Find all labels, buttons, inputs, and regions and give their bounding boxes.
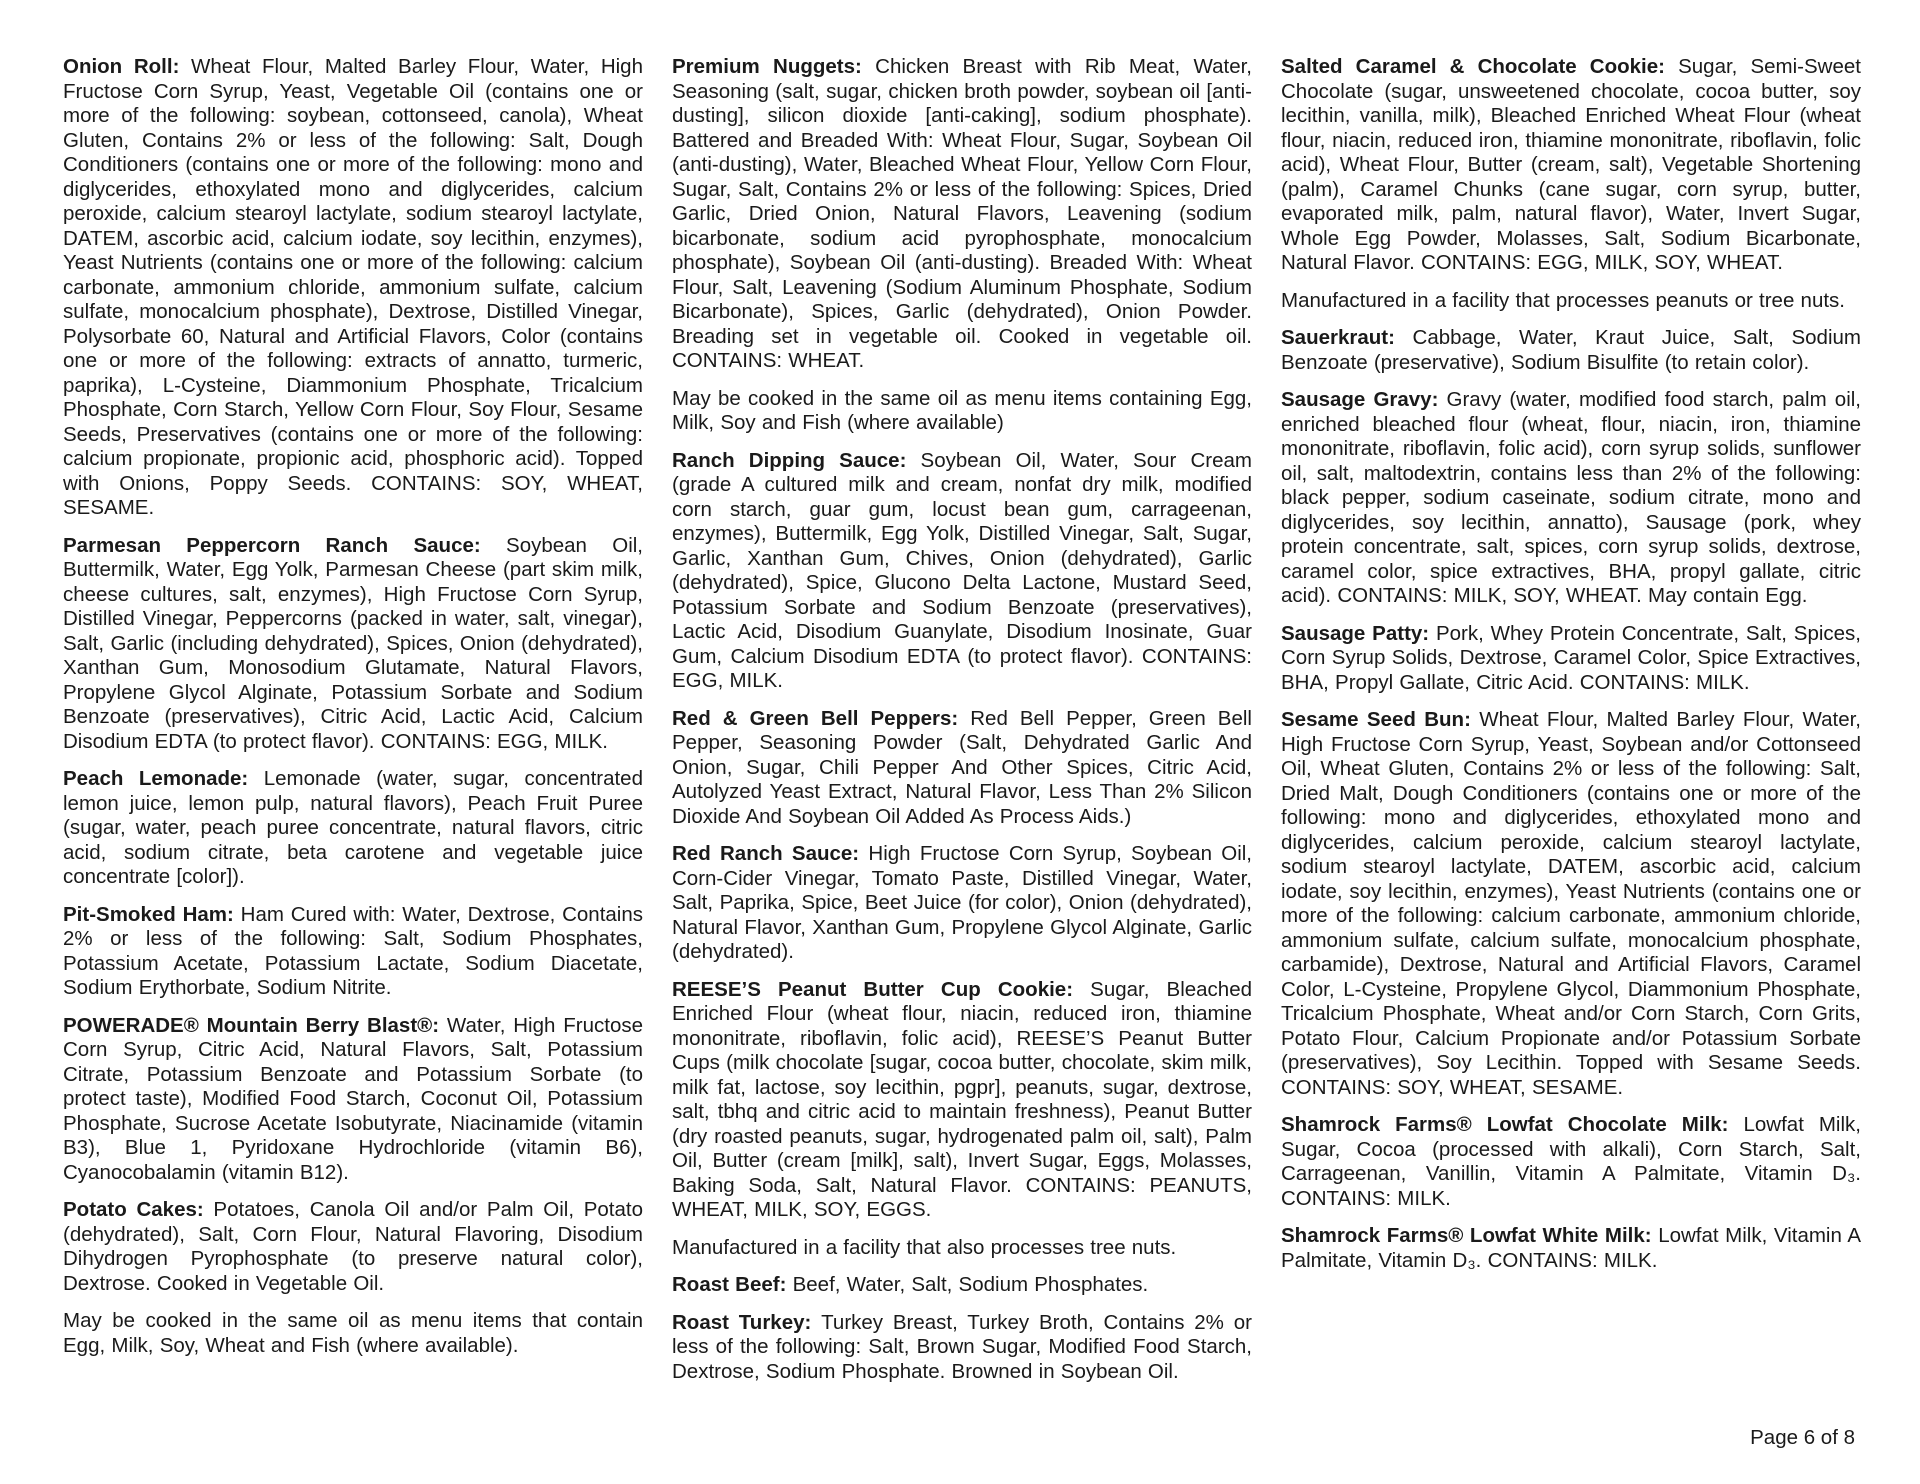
ingredient-item-name: Shamrock Farms® Lowfat White Milk:: [1281, 1224, 1659, 1247]
allergen-note: Manufactured in a facility that also processes tree nuts.: [672, 1235, 1177, 1259]
ingredient-item: POWERADE® Mountain Berry Blast®: Water, High Fructose Corn Syrup, Citric Acid, Natural Flavors, Salt, Potassium Citrate, Potassium Benzoate and Potassium Sorbate (to protect taste), Modified Food Starch, Coconut Oil, Potassium Phosphate, Sucrose Acetate Isobutyrate, Niacinamide (vitamin B3), Blue 1, Pyridoxane Hydrochloride (vitamin B6), Cyanocobalamin (vitamin B12).: [63, 1013, 643, 1184]
ingredient-item-name: Potato Cakes:: [63, 1198, 214, 1221]
ingredient-item: Roast Turkey: Turkey Breast, Turkey Broth, Contains 2% or less of the following: Salt, Brown Sugar, Modified Food Starch, Dextrose, Sodium Phosphate. Browned in Soybean Oil.: [672, 1310, 1252, 1383]
column-3: [1281, 55, 1861, 1397]
ingredient-item: REESE’S Peanut Butter Cup Cookie: Sugar, Bleached Enriched Flour (wheat flour, niacin, reduced iron, thiamine mononitrate, riboflavin, folic acid), REESE’S Peanut Butter Cups (milk chocolate [sugar, cocoa butter, chocolate, skim milk, milk fat, lactose, soy lecithin, pgpr], peanuts, sugar, dextrose, salt, tbhq and citric acid to maintain freshness), Peanut Butter (dry roasted peanuts, sugar, hydrogenated palm oil, salt), Palm Oil, Butter (cream [milk], salt), Invert Sugar, Eggs, Molasses, Baking Soda, Salt, Natural Flavor. CONTAINS: PEANUTS, WHEAT, MILK, SOY, EGGS.: [672, 977, 1252, 1221]
ingredient-item-name: Onion Roll:: [63, 55, 192, 78]
allergen-note: May be cooked in the same oil as menu items that contain Egg, Milk, Soy, Wheat and Fish (where available).: [63, 1309, 643, 1357]
ingredient-item-name: Roast Turkey:: [672, 1310, 822, 1334]
ingredient-item-name: Salted Caramel & Chocolate Cookie:: [1281, 55, 1679, 78]
ingredient-item: Roast Beef: Beef, Water, Salt, Sodium Phosphates.: [672, 1273, 1149, 1296]
ingredient-item-name: Premium Nuggets:: [672, 55, 876, 78]
ingredient-item-name: Sesame Seed Bun:: [1281, 708, 1480, 731]
ingredient-item: Shamrock Farms® Lowfat Chocolate Milk: Lowfat Milk, Sugar, Cocoa (processed with alkali), Corn Starch, Salt, Carrageenan, Vanillin, Vitamin A Palmitate, Vitamin D₃. CONTAINS: MILK.: [1281, 1113, 1861, 1210]
ingredient-item-name: Ranch Dipping Sauce:: [672, 448, 921, 472]
allergen-note: Manufactured in a facility that processes peanuts or tree nuts.: [1281, 288, 1845, 312]
ingredient-item: Red Ranch Sauce: High Fructose Corn Syrup, Soybean Oil, Corn-Cider Vinegar, Tomato Paste, Distilled Vinegar, Water, Salt, Paprika, Spice, Beet Juice (for color), Onion (dehydrated), Natural Flavor, Xanthan Gum, Propylene Glycol Alginate, Garlic (dehydrated).: [672, 842, 1252, 963]
ingredient-item: Parmesan Peppercorn Ranch Sauce: Soybean Oil, Buttermilk, Water, Egg Yolk, Parmesan Cheese (part skim milk, cheese cultures, salt, enzymes), High Fructose Corn Syrup, Distilled Vinegar, Peppercorns (packed in water, salt, vinegar), Salt, Garlic (including dehydrated), Spices, Onion (dehydrated), Xanthan Gum, Monosodium Glutamate, Natural Flavors, Propylene Glycol Alginate, Potassium Sorbate and Sodium Benzoate (preservatives), Citric Acid, Lactic Acid, Calcium Disodium EDTA (to protect flavor). CONTAINS: EGG, MILK.: [63, 533, 643, 753]
ingredient-item-name: Sausage Patty:: [1281, 621, 1436, 645]
ingredient-item: Premium Nuggets: Chicken Breast with Rib Meat, Water, Seasoning (salt, sugar, chicken broth powder, soybean oil [anti-dusting], silicon dioxide [anti-caking], sodium phosphate). Battered and Breaded With: Wheat Flour, Sugar, Soybean Oil (anti-dusting), Water, Bleached Wheat Flour, Yellow Corn Flour, Sugar, Salt, Contains 2% or less of the following: Spices, Dried Garlic, Dried Onion, Natural Flavors, Leavening (sodium bicarbonate, sodium acid pyrophosphate, monocalcium phosphate), Soybean Oil (anti-dusting). Breaded With: Wheat Flour, Salt, Leavening (Sodium Aluminum Phosphate, Sodium Bicarbonate), Spices, Garlic (dehydrated), Onion Powder. Breading set in vegetable oil. Cooked in vegetable oil. CONTAINS: WHEAT.: [672, 55, 1252, 372]
ingredient-item-name: Shamrock Farms® Lowfat Chocolate Milk:: [1281, 1113, 1744, 1136]
ingredient-item-name: POWERADE® Mountain Berry Blast®:: [63, 1013, 447, 1037]
ingredient-item: Ranch Dipping Sauce: Soybean Oil, Water, Sour Cream (grade A cultured milk and cream, nonfat dry milk, modified corn starch, guar gum, locust bean gum, carrageenan, enzymes), Buttermilk, Egg Yolk, Distilled Vinegar, Salt, Sugar, Garlic, Xanthan Gum, Chives, Onion (dehydrated), Garlic (dehydrated), Spice, Glucono Delta Lactone, Mustard Seed, Potassium Sorbate and Sodium Benzoate (preservatives), Lactic Acid, Disodium Guanylate, Disodium Inosinate, Guar Gum, Calcium Disodium EDTA (to protect flavor). CONTAINS: EGG, MILK.: [672, 448, 1252, 692]
ingredient-item-name: Roast Beef:: [672, 1273, 793, 1296]
page-number: Page 6 of 8: [1750, 1426, 1855, 1449]
ingredient-item: Shamrock Farms® Lowfat White Milk: Lowfat Milk, Vitamin A Palmitate, Vitamin D₃. CONTAINS: MILK.: [1281, 1224, 1861, 1272]
allergen-note: May be cooked in the same oil as menu items containing Egg, Milk, Soy and Fish (where available): [672, 386, 1252, 434]
ingredient-item-name: Red Ranch Sauce:: [672, 842, 869, 865]
ingredient-item: Onion Roll: Wheat Flour, Malted Barley Flour, Water, High Fructose Corn Syrup, Yeast, Vegetable Oil (contains one or more of the following: soybean, cottonseed, canola), Wheat Gluten, Contains 2% or less of the following: Salt, Dough Conditioners (contains one or more of the following: mono and diglycerides, ethoxylated mono and diglycerides, calcium peroxide, calcium stearoyl lactylate, sodium stearoyl lactylate, DATEM, ascorbic acid, calcium iodate, soy lecithin, enzymes), Yeast Nutrients (contains one or more of the following: calcium carbonate, ammonium chloride, ammonium sulfate, calcium sulfate, monocalcium phosphate), Dextrose, Distilled Vinegar, Polysorbate 60, Natural and Artificial Flavors, Color (contains one or more of the following: extracts of annatto, turmeric, paprika), L-Cysteine, Diammonium Phosphate, Tricalcium Phosphate, Corn Starch, Yellow Corn Flour, Soy Flour, Sesame Seeds, Preservatives (contains one or more of the following: calcium propionate, propionic acid, phosphoric acid). Topped with Onions, Poppy Seeds. CONTAINS: SOY, WHEAT, SESAME.: [63, 55, 643, 519]
ingredient-item-name: Parmesan Peppercorn Ranch Sauce:: [63, 533, 507, 557]
ingredient-item: Pit-Smoked Ham: Ham Cured with: Water, Dextrose, Contains 2% or less of the following: Salt, Sodium Phosphates, Potassium Acetate, Potassium Lactate, Sodium Diacetate, Sodium Erythorbate, Sodium Nitrite.: [63, 902, 644, 999]
ingredient-item: Red & Green Bell Peppers: Red Bell Pepper, Green Bell Pepper, Seasoning Powder (Salt, Dehydrated Garlic And Onion, Sugar, Chili Pepper And Other Spices, Citric Acid, Autolyzed Yeast Extract, Natural Flavor, Less Than 2% Silicon Dioxide And Soybean Oil Added As Process Aids.): [672, 706, 1252, 828]
ingredient-item-name: Peach Lemonade:: [63, 767, 264, 790]
ingredient-item: Sausage Patty: Pork, Whey Protein Concentrate, Salt, Spices, Corn Syrup Solids, Dextrose, Caramel Color, Spice Extractives, BHA, Propyl Gallate, Citric Acid. CONTAINS: MILK.: [1281, 621, 1861, 694]
ingredient-item-name: Pit-Smoked Ham:: [63, 902, 241, 926]
column-1: [63, 55, 643, 1397]
ingredient-item: Peach Lemonade: Lemonade (water, sugar, concentrated lemon juice, lemon pulp, natural flavors), Peach Fruit Puree (sugar, water, peach puree concentrate, natural flavors, citric acid, sodium citrate, beta carotene and vegetable juice concentrate [color]).: [63, 767, 643, 888]
ingredient-item-name: Sausage Gravy:: [1281, 388, 1447, 411]
ingredient-item: Potato Cakes: Potatoes, Canola Oil and/or Palm Oil, Potato (dehydrated), Salt, Corn Flour, Natural Flavoring, Disodium Dihydrogen Pyrophosphate (to preserve natural color), Dextrose. Cooked in Vegetable Oil.: [63, 1198, 643, 1295]
column-2: [672, 55, 1252, 1397]
ingredient-item: Sausage Gravy: Gravy (water, modified food starch, palm oil, enriched bleached flour (wheat, flour, niacin, iron, thiamine mononitrate, riboflavin, folic acid), corn syrup solids, sunflower oil, salt, maltodextrin, contains less than 2% of the following: black pepper, sodium caseinate, sodium citrate, mono and diglycerides, soy lecithin, annatto), Sausage (pork, whey protein concentrate, salt, spices, corn syrup solids, dextrose, caramel color, spice extractives, BHA, propyl gallate, citric acid). CONTAINS: MILK, SOY, WHEAT. May contain Egg.: [1281, 388, 1861, 607]
ingredient-item: Salted Caramel & Chocolate Cookie: Sugar, Semi-Sweet Chocolate (sugar, unsweetened chocolate, cocoa butter, soy lecithin, vanilla, milk), Bleached Enriched Wheat Flour (wheat flour, niacin, reduced iron, thiamine mononitrate, riboflavin, folic acid), Wheat Flour, Butter (cream, salt), Vegetable Shortening (palm), Caramel Chunks (cane sugar, corn syrup, butter, evaporated milk, palm, natural flavor), Water, Invert Sugar, Whole Egg Powder, Molasses, Salt, Sodium Bicarbonate, Natural Flavor. CONTAINS: EGG, MILK, SOY, WHEAT.: [1281, 55, 1861, 274]
ingredient-item: Sauerkraut: Cabbage, Water, Kraut Juice, Salt, Sodium Benzoate (preservative), Sodium Bisulfite (to retain color).: [1281, 326, 1861, 374]
ingredient-item-name: Sauerkraut:: [1281, 326, 1413, 349]
ingredient-item-name: REESE’S Peanut Butter Cup Cookie:: [672, 977, 1091, 1001]
ingredient-item: Sesame Seed Bun: Wheat Flour, Malted Barley Flour, Water, High Fructose Corn Syrup, Yeast, Soybean and/or Cottonseed Oil, Wheat Gluten, Contains 2% or less of the following: Salt, Dried Malt, Dough Conditioners (contains one or more of the following: mono and diglycerides, ethoxylated mono and diglycerides, calcium peroxide, calcium stearoyl lactylate, sodium stearoyl lactylate, DATEM, ascorbic acid, calcium iodate, soy lecithin, enzymes), Yeast Nutrients (contains one or more of the following: calcium carbonate, ammonium chloride, ammonium sulfate, calcium sulfate, monocalcium phosphate, carbamide), Dextrose, Natural and Artificial Flavors, Caramel Color, L-Cysteine, Propylene Glycol, Diammonium Phosphate, Tricalcium Phosphate, Wheat and/or Corn Starch, Corn Grits, Potato Flour, Calcium Propionate and/or Potassium Sorbate (preservatives), Soy Lecithin. Topped with Sesame Seeds. CONTAINS: SOY, WHEAT, SESAME.: [1281, 708, 1862, 1099]
ingredient-item-name: Red & Green Bell Peppers:: [672, 706, 971, 730]
